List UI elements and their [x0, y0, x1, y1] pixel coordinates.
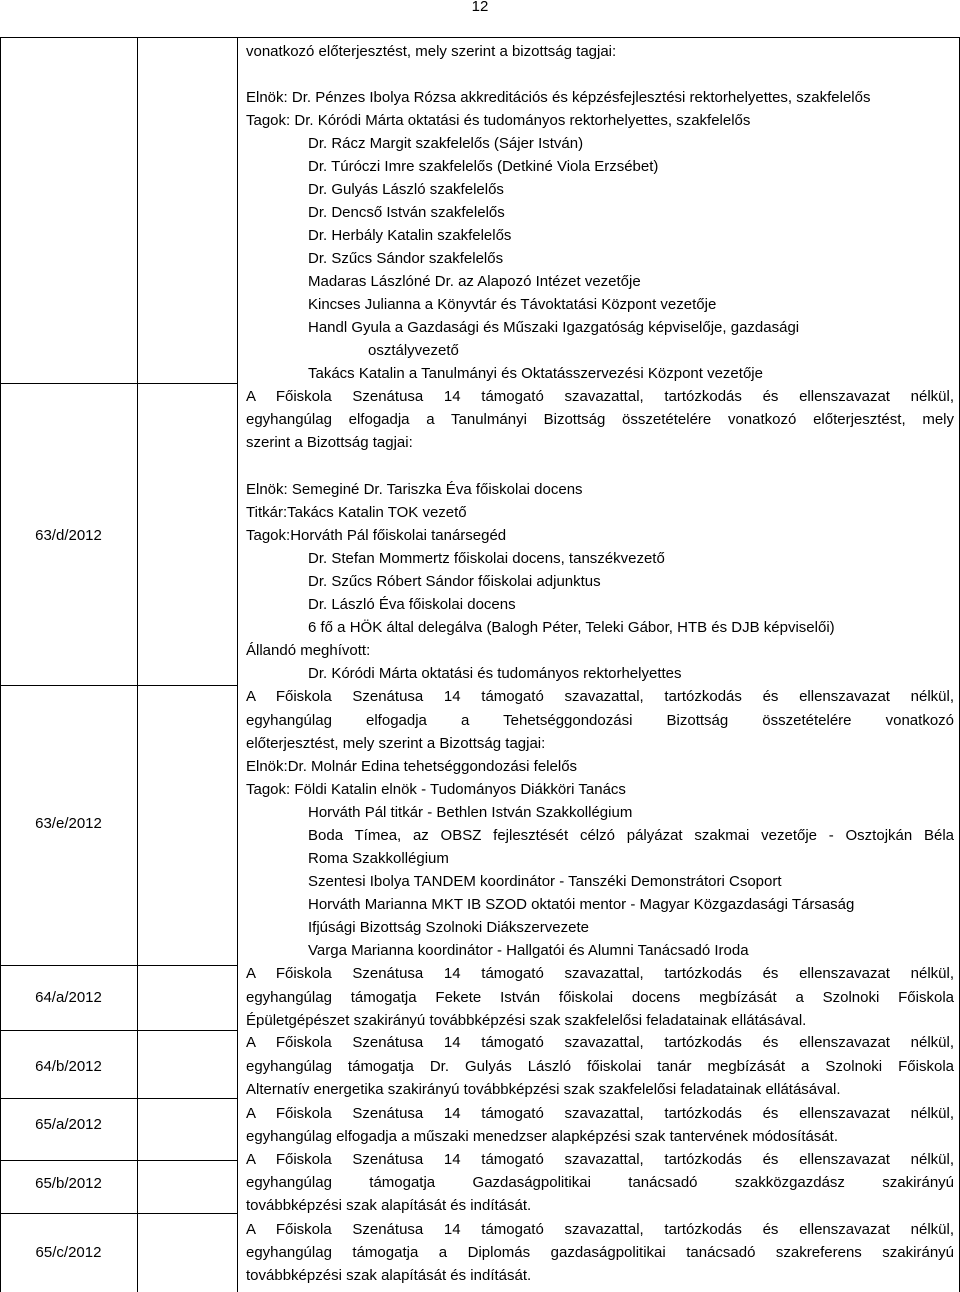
text-line: egyhangúlag elfogadja a Tanulmányi Bizottság összetételére vonatkozó előterjesztést, mely — [246, 411, 954, 428]
text-line: Horváth Marianna MKT IB SZOD oktatói mentor - Magyar Közgazdasági Társaság — [308, 896, 855, 913]
text-line: osztályvezető — [368, 342, 459, 359]
text-line: 6 fő a HÖK által delegálva (Balogh Péter, Teleki Gábor, HTB és DJB képviselői) — [308, 619, 835, 636]
text-line: továbbképzési szak alapítását és indítását. — [246, 1267, 532, 1284]
text-line: egyhangúlag támogatja Gazdaságpolitikai tanácsadó szakközgazdász szakirányú — [246, 1174, 954, 1191]
resolution-id: 63/d/2012 — [35, 527, 102, 544]
text-line: Boda Tímea, az OBSZ fejlesztését célzó pályázat szakmai vezetője - Osztojkán Béla — [308, 827, 954, 844]
text-line: Dr. Kóródi Márta oktatási és tudományos rektorhelyettes — [308, 665, 682, 682]
text-line: Horváth Pál titkár - Bethlen István Szakkollégium — [308, 804, 633, 821]
resolution-id: 65/c/2012 — [35, 1244, 102, 1261]
text-line: Tagok:Horváth Pál főiskolai tanársegéd — [246, 527, 507, 544]
text-line: Dr. Stefan Mommertz főiskolai docens, tanszékvezető — [308, 550, 665, 567]
text-line: Dr. Herbály Katalin szakfelelős — [308, 227, 512, 244]
text-line: Elnök: Semeginé Dr. Tariszka Éva főiskolai docens — [246, 481, 583, 498]
text-line: vonatkozó előterjesztést, mely szerint a bizottság tagjai: — [246, 43, 617, 60]
text-line: Állandó meghívott: — [246, 642, 371, 659]
text-line: A Főiskola Szenátusa 14 támogató szavazattal, tartózkodás és ellenszavazat nélkül, — [246, 1105, 954, 1122]
text-line: Roma Szakkollégium — [308, 850, 449, 867]
text-line: Dr. Dencső István szakfelelős — [308, 204, 505, 221]
text-line: egyhangúlag elfogadja a műszaki menedzser alapképzési szak tantervének módosítását. — [246, 1128, 839, 1145]
text-line: Varga Marianna koordinátor - Hallgatói és Alumni Tanácsadó Iroda — [308, 942, 749, 959]
text-line: Alternatív energetika szakirányú továbbképzési szak szakfelelősi feladatainak ellátásával. — [246, 1081, 841, 1098]
resolution-id: 63/e/2012 — [35, 815, 102, 832]
text-line: szerint a Bizottság tagjai: — [246, 434, 413, 451]
text-line: előterjesztést, mely szerint a Bizottság tagjai: — [246, 735, 546, 752]
text-line: Madaras Lászlóné Dr. az Alapozó Intézet vezetője — [308, 273, 641, 290]
text-line: egyhangúlag támogatja a Diplomás gazdaságpolitikai tanácsadó szakreferens szakirányú — [246, 1244, 954, 1261]
text-line: Titkár:Takács Katalin TOK vezető — [246, 504, 467, 521]
text-line: egyhangúlag elfogadja a Tehetséggondozási Bizottság összetételére vonatkozó — [246, 712, 954, 729]
resolution-id: 65/b/2012 — [35, 1175, 102, 1192]
text-line: Dr. Rácz Margit szakfelelős (Sájer István) — [308, 135, 584, 152]
resolution-id: 65/a/2012 — [35, 1116, 102, 1133]
text-line: Dr. Szűcs Sándor szakfelelős — [308, 250, 504, 267]
text-line: Dr. László Éva főiskolai docens — [308, 596, 516, 613]
text-line: Épületgépészet szakirányú továbbképzési szak szakfelelősi feladatainak ellátásával. — [246, 1012, 807, 1029]
text-line: Elnök:Dr. Molnár Edina tehetséggondozási felelős — [246, 758, 578, 775]
text-line: egyhangúlag támogatja Dr. Gulyás László főiskolai tanár megbízását a Szolnoki Főiskola — [246, 1058, 954, 1075]
text-line: Elnök: Dr. Pénzes Ibolya Rózsa akkreditációs és képzésfejlesztési rektorhelyettes, szakfelelős — [246, 89, 871, 106]
text-line: továbbképzési szak alapítását és indítását. — [246, 1197, 532, 1214]
text-line: A Főiskola Szenátusa 14 támogató szavazattal, tartózkodás és ellenszavazat nélkül, — [246, 1221, 954, 1238]
text-line: Kincses Julianna a Könyvtár és Távoktatási Központ vezetője — [308, 296, 717, 313]
resolution-id: 64/b/2012 — [35, 1058, 102, 1075]
text-line: A Főiskola Szenátusa 14 támogató szavazattal, tartózkodás és ellenszavazat nélkül, — [246, 388, 954, 405]
text-line: Dr. Túróczi Imre szakfelelős (Detkiné Viola Erzsébet) — [308, 158, 659, 175]
text-line: Ifjúsági Bizottság Szolnoki Diákszervezete — [308, 919, 589, 936]
text-line: egyhangúlag támogatja Fekete István főiskolai docens megbízását a Szolnoki Főiskola — [246, 989, 954, 1006]
text-line: Handl Gyula a Gazdasági és Műszaki Igazgatóság képviselője, gazdasági — [308, 319, 800, 336]
text-line: Tagok: Dr. Kóródi Márta oktatási és tudományos rektorhelyettes, szakfelelős — [246, 112, 751, 129]
text-line: A Főiskola Szenátusa 14 támogató szavazattal, tartózkodás és ellenszavazat nélkül, — [246, 688, 954, 705]
text-line: A Főiskola Szenátusa 14 támogató szavazattal, tartózkodás és ellenszavazat nélkül, — [246, 1151, 954, 1168]
resolution-id: 64/a/2012 — [35, 989, 102, 1006]
text-line: A Főiskola Szenátusa 14 támogató szavazattal, tartózkodás és ellenszavazat nélkül, — [246, 1034, 954, 1051]
page-number: 12 — [471, 0, 489, 15]
text-line: A Főiskola Szenátusa 14 támogató szavazattal, tartózkodás és ellenszavazat nélkül, — [246, 965, 954, 982]
text-line: Szentesi Ibolya TANDEM koordinátor - Tanszéki Demonstrátori Csoport — [308, 873, 782, 890]
text-line: Takács Katalin a Tanulmányi és Oktatásszervezési Központ vezetője — [308, 365, 763, 382]
text-line: Dr. Gulyás László szakfelelős — [308, 181, 504, 198]
text-line: Dr. Szűcs Róbert Sándor főiskolai adjunktus — [308, 573, 601, 590]
text-line: Tagok: Földi Katalin elnök - Tudományos Diákköri Tanács — [246, 781, 626, 798]
